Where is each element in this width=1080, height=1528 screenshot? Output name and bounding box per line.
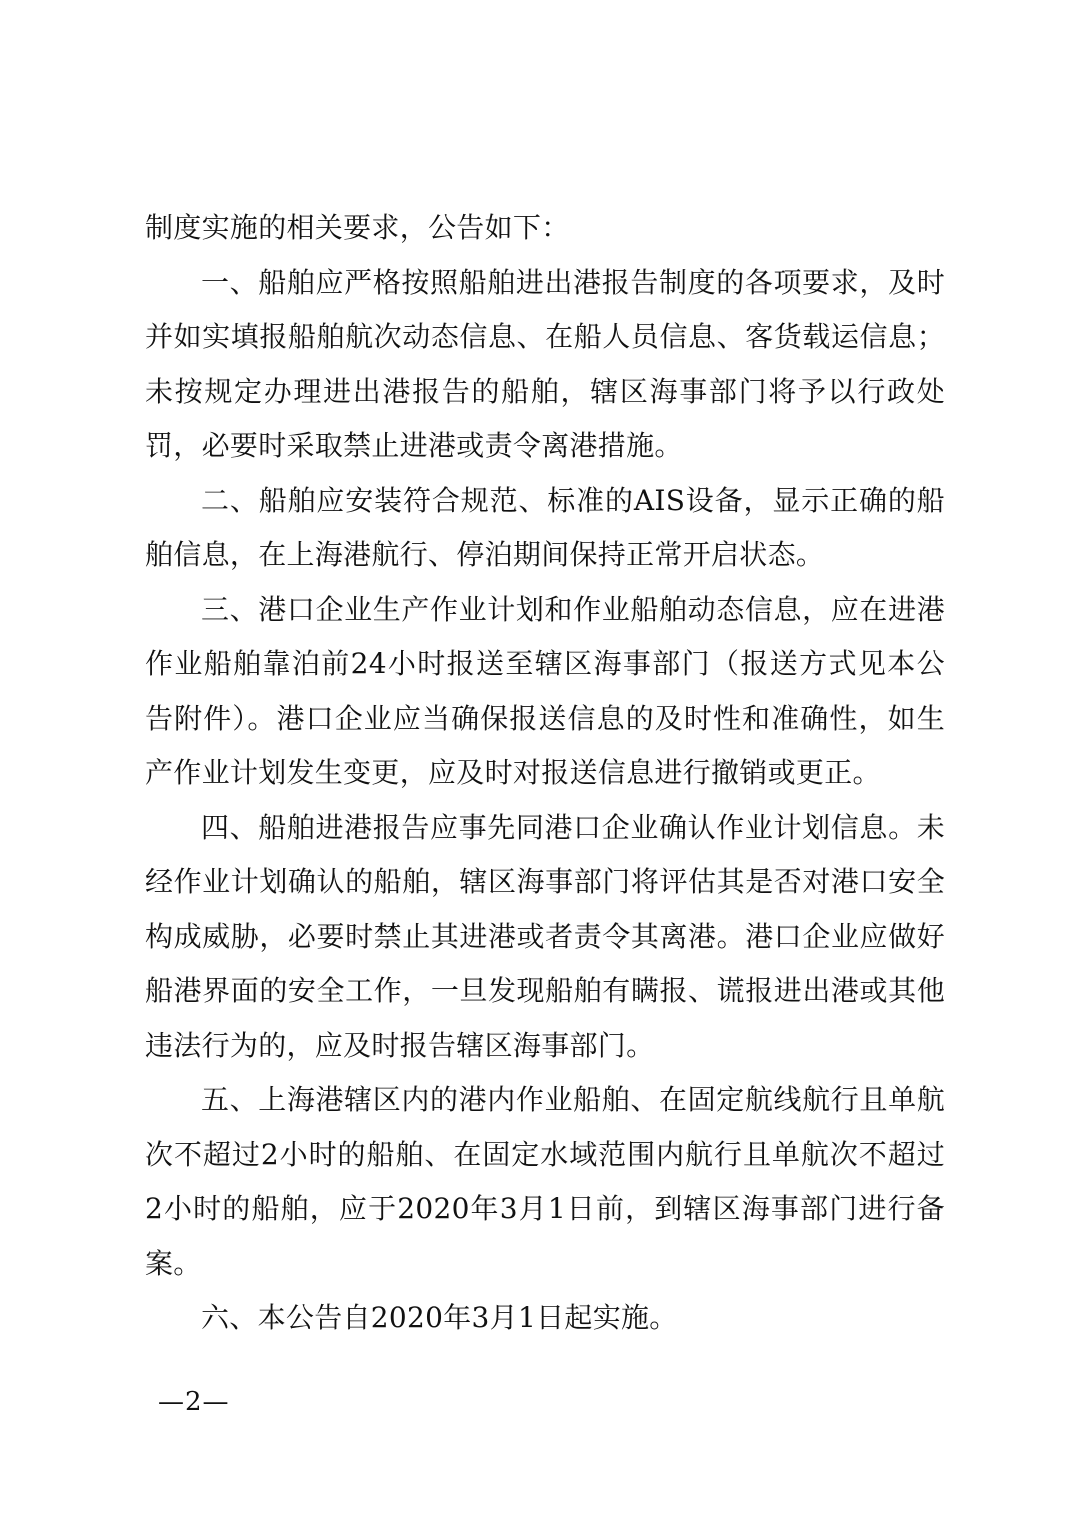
item-2-paragraph: 二、船舶应安装符合规范、标准的AIS设备，显示正确的船舶信息，在上海港航行、停泊期间保持正常开启状态。 [145, 483, 945, 571]
item-6-paragraph: 六、本公告自2020年3月1日起实施。 [201, 1301, 678, 1334]
item-5-paragraph: 五、上海港辖区内的港内作业船舶、在固定航线航行且单航次不超过2小时的船舶、在固定水域范围内航行且单航次不超过2小时的船舶，应于2020年3月1日前，到辖区海事部门进行备案。 [145, 1083, 945, 1280]
item-1-paragraph: 一、船舶应严格按照船舶进出港报告制度的各项要求，及时并如实填报船舶航次动态信息、在船人员信息、客货载运信息；未按规定办理进出港报告的船舶，辖区海事部门将予以行政处罚，必要时采取禁止进港或责令离港措施。 [145, 265, 945, 462]
page-number: —2— [158, 1387, 230, 1417]
item-3-paragraph: 三、港口企业生产作业计划和作业船舶动态信息，应在进港作业船舶靠泊前24小时报送至辖区海事部门（报送方式见本公告附件）。港口企业应当确保报送信息的及时性和准确性，如生产作业计划发生变更，应及时对报送信息进行撤销或更正。 [145, 592, 945, 789]
intro-paragraph: 制度实施的相关要求，公告如下： [145, 211, 570, 244]
item-4-paragraph: 四、船舶进港报告应事先同港口企业确认作业计划信息。未经作业计划确认的船舶，辖区海事部门将评估其是否对港口安全构成威胁，必要时禁止其进港或者责令其离港。港口企业应做好船港界面的安全工作，一旦发现船舶有瞒报、谎报进出港或其他违法行为的，应及时报告辖区海事部门。 [145, 810, 945, 1062]
document-body [145, 201, 945, 1346]
